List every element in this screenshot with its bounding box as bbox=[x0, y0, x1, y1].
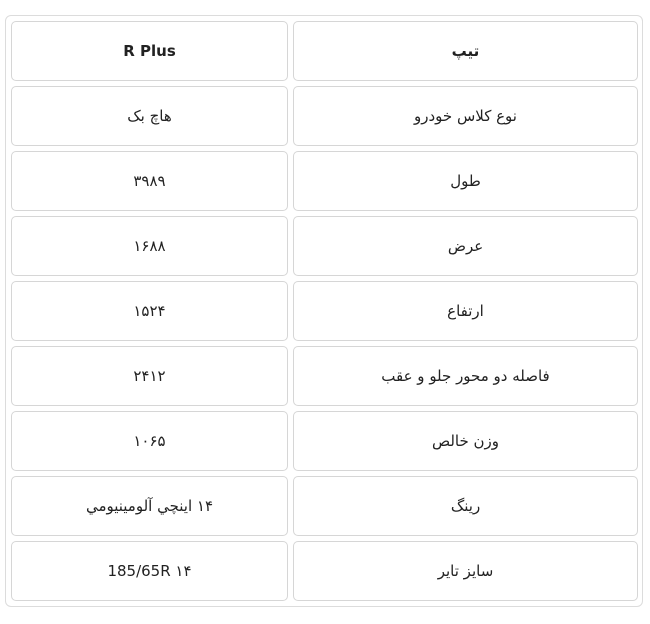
value-cell bbox=[11, 346, 288, 406]
table-row bbox=[11, 476, 638, 536]
table-row bbox=[11, 86, 638, 146]
row-value: ۲۴۱۲ bbox=[133, 367, 166, 385]
header-value-cell bbox=[11, 21, 288, 81]
row-label: ارتفاع bbox=[447, 302, 484, 320]
row-label: سایز تایر bbox=[437, 562, 494, 580]
value-cell bbox=[11, 541, 288, 601]
value-cell bbox=[11, 281, 288, 341]
table-row bbox=[11, 541, 638, 601]
row-value: هاچ بک bbox=[127, 107, 172, 125]
label-cell bbox=[293, 216, 638, 276]
row-label: طول bbox=[450, 172, 481, 190]
value-cell bbox=[11, 216, 288, 276]
value-cell bbox=[11, 151, 288, 211]
table-row bbox=[11, 281, 638, 341]
label-cell bbox=[293, 281, 638, 341]
table-row bbox=[11, 151, 638, 211]
table-row bbox=[11, 411, 638, 471]
row-label: نوع کلاس خودرو bbox=[413, 107, 517, 125]
value-cell bbox=[11, 411, 288, 471]
value-cell bbox=[11, 86, 288, 146]
label-cell bbox=[293, 411, 638, 471]
value-cell bbox=[11, 476, 288, 536]
row-label: وزن خالص bbox=[431, 432, 500, 450]
label-cell bbox=[293, 151, 638, 211]
spec-table bbox=[5, 15, 643, 607]
label-cell bbox=[293, 541, 638, 601]
header-label-cell bbox=[293, 21, 638, 81]
table-row bbox=[11, 346, 638, 406]
header-label: تیپ bbox=[451, 42, 480, 60]
row-value: 185/65R ۱۴ bbox=[107, 562, 192, 580]
row-label: عرض bbox=[447, 237, 484, 255]
row-value: ۱۰۶۵ bbox=[133, 432, 166, 450]
label-cell bbox=[293, 346, 638, 406]
label-cell bbox=[293, 476, 638, 536]
table-header-row bbox=[11, 21, 638, 81]
row-value: ۳۹۸۹ bbox=[133, 172, 166, 190]
label-cell bbox=[293, 86, 638, 146]
table-row bbox=[11, 216, 638, 276]
row-value: ۱۵۲۴ bbox=[133, 302, 166, 320]
row-value: ۱۴ اینچي آلومینیومي bbox=[85, 497, 214, 515]
row-label: فاصله دو محور جلو و عقب bbox=[381, 367, 550, 385]
row-value: ۱۶۸۸ bbox=[133, 237, 166, 255]
row-label: رینگ bbox=[450, 497, 481, 515]
header-value: R Plus bbox=[123, 42, 176, 60]
